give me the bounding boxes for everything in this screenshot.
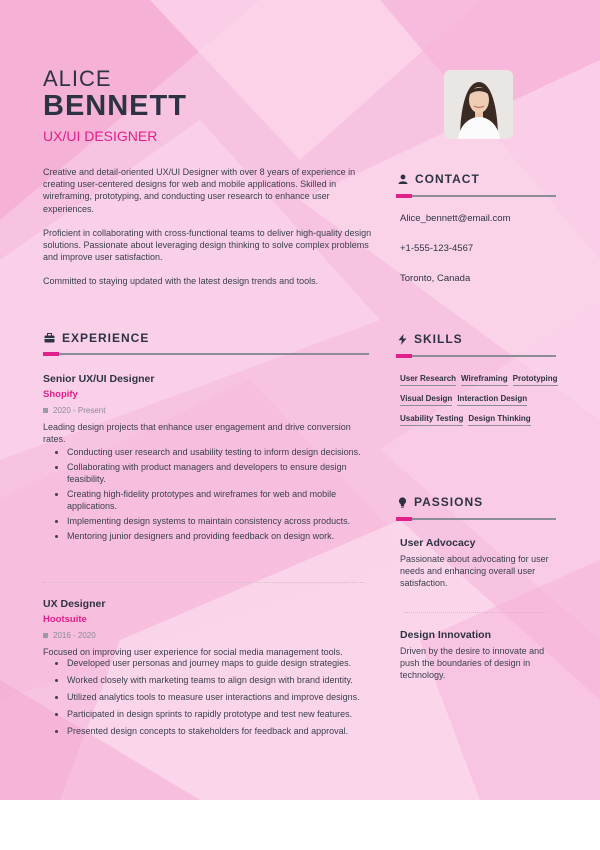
- passions-rule: [396, 518, 556, 520]
- job-bullet: • Conducting user research and usability testing to inform design decisions.: [67, 446, 373, 458]
- job-bullet: • Presented design concepts to stakeholders for feedback and approval.: [67, 725, 373, 737]
- job-divider: [43, 582, 365, 583]
- contact-location: Toronto, Canada: [400, 273, 471, 284]
- contact-email[interactable]: Alice_bennett@email.com: [400, 213, 511, 224]
- job-bullet: • Creating high-fidelity prototypes and wireframes for web and mobile applications.: [67, 488, 373, 512]
- job-bullet: • Worked closely with marketing teams to align design with brand identity.: [67, 674, 373, 686]
- passion-title: Design Innovation: [400, 629, 492, 641]
- job-role: UX Designer: [43, 598, 106, 610]
- person-icon: [398, 174, 408, 184]
- passion-title: User Advocacy: [400, 537, 476, 549]
- job-bullet: • Mentoring junior designers and providing feedback on design work.: [67, 530, 373, 542]
- passion-divider: [404, 612, 550, 613]
- skills-heading-label: SKILLS: [414, 332, 463, 346]
- job-company: Hootsuite: [43, 614, 87, 625]
- job-dates: [43, 631, 373, 640]
- calendar-icon: [43, 408, 48, 413]
- job-bullet: • Implementing design systems to maintain consistency across products.: [67, 515, 373, 527]
- job-dates-text: 2020 - Present: [53, 406, 106, 415]
- job-bullet: • Utilized analytics tools to measure user interactions and improve designs.: [67, 691, 373, 703]
- job-entry: [43, 373, 373, 545]
- summary-paragraph: Committed to staying updated with the latest design trends and tools.: [43, 276, 319, 287]
- skill-tag: Wireframing: [461, 374, 508, 386]
- job-dates: [43, 406, 373, 415]
- job-title: UX/UI DESIGNER: [43, 128, 158, 144]
- first-name: ALICE: [43, 66, 112, 91]
- job-bullet: • Developed user personas and journey maps to guide design strategies.: [67, 657, 373, 669]
- experience-heading-label: EXPERIENCE: [62, 331, 150, 345]
- summary: [43, 166, 378, 300]
- lightbulb-icon: [398, 497, 407, 508]
- skill-tag: Design Thinking: [468, 414, 530, 426]
- contact-heading-label: CONTACT: [415, 172, 480, 186]
- summary-paragraph: Proficient in collaborating with cross-functional teams to deliver high-quality design solutions. Passionate about leveraging design thinking to solve complex problems and improve user satisfaction.: [43, 227, 372, 263]
- skill-tag: Visual Design: [400, 394, 452, 406]
- job-bullets: [43, 446, 373, 542]
- contact-heading: [398, 172, 480, 186]
- skill-tag: User Research: [400, 374, 456, 386]
- contact-rule: [396, 195, 556, 197]
- summary-paragraph: Creative and detail-oriented UX/UI Designer with over 8 years of experience in creating user-centered designs for web and mobile applications. Skilled in wireframing, prototyping, and conducting user research to enhance user experiences.: [43, 167, 356, 214]
- skill-tag: Interaction Design: [457, 394, 527, 406]
- skills-rule: [396, 355, 556, 357]
- job-description: Leading design projects that enhance user engagement and drive conversion rates.: [43, 422, 351, 444]
- skills-list: [400, 374, 560, 426]
- job-entry: [43, 598, 373, 742]
- job-description: Focused on improving user experience for social media management tools.: [43, 647, 343, 657]
- experience-heading: [44, 331, 149, 345]
- passion-description: Driven by the desire to innovate and push the boundaries of design in technology.: [400, 646, 545, 680]
- passion-description: Passionate about advocating for user needs and enhancing overall user satisfaction.: [400, 554, 549, 588]
- job-company: Shopify: [43, 389, 78, 400]
- calendar-icon: [43, 633, 48, 638]
- job-dates-text: 2016 - 2020: [53, 631, 96, 640]
- job-bullet: • Collaborating with product managers and developers to ensure design feasibility.: [67, 461, 373, 485]
- profile-photo: [444, 70, 513, 139]
- briefcase-icon: [44, 333, 55, 343]
- passions-heading: [398, 495, 483, 509]
- job-bullets: [43, 657, 373, 737]
- skill-tag: Usability Testing: [400, 414, 463, 426]
- passions-heading-label: PASSIONS: [414, 495, 484, 509]
- job-bullet: • Participated in design sprints to rapidly prototype and test new features.: [67, 708, 373, 720]
- skill-tag: Prototyping: [513, 374, 558, 386]
- experience-rule: [43, 353, 369, 355]
- contact-phone[interactable]: +1-555-123-4567: [400, 243, 474, 254]
- job-role: Senior UX/UI Designer: [43, 373, 155, 385]
- passion-item: [400, 537, 550, 589]
- skills-heading: [398, 332, 463, 346]
- bolt-icon: [398, 334, 407, 345]
- passion-item: [400, 629, 550, 681]
- last-name: BENNETT: [43, 90, 187, 122]
